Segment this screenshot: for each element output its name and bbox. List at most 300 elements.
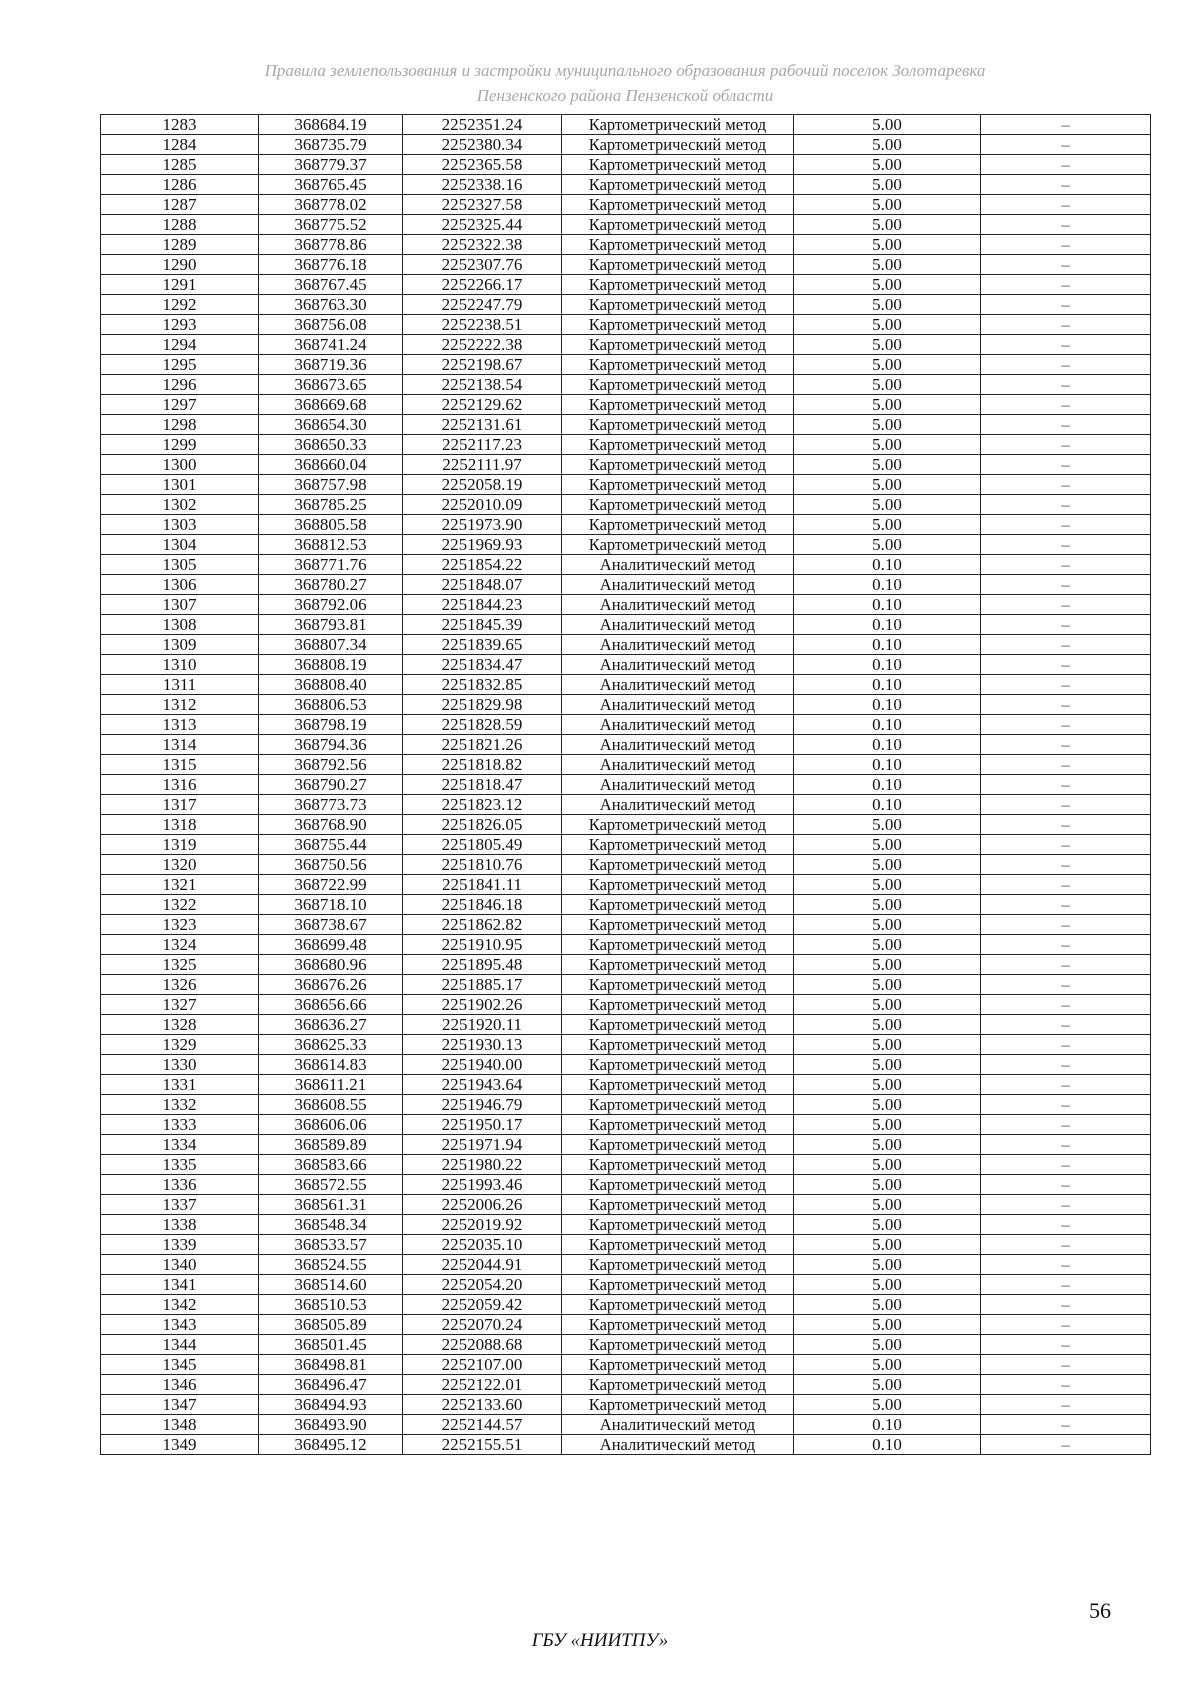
point-number-cell: 1334 [101, 1135, 259, 1155]
point-number-cell: 1285 [101, 155, 259, 175]
precision-cell: 5.00 [794, 535, 981, 555]
precision-cell: 0.10 [794, 735, 981, 755]
note-cell: – [981, 715, 1151, 735]
table-row [101, 635, 1151, 655]
y-coordinate-cell: 2251885.17 [403, 975, 562, 995]
precision-cell: 0.10 [794, 795, 981, 815]
point-number-cell: 1346 [101, 1375, 259, 1395]
method-cell: Картометрический метод [562, 935, 794, 955]
method-cell: Картометрический метод [562, 1035, 794, 1055]
table-row [101, 1255, 1151, 1275]
table-row [101, 875, 1151, 895]
x-coordinate-cell: 368722.99 [259, 875, 403, 895]
precision-cell: 5.00 [794, 815, 981, 835]
precision-cell: 5.00 [794, 1215, 981, 1235]
method-cell: Картометрический метод [562, 135, 794, 155]
y-coordinate-cell: 2252133.60 [403, 1395, 562, 1415]
point-number-cell: 1304 [101, 535, 259, 555]
header-line-2: Пензенского района Пензенской области [476, 86, 774, 105]
method-cell: Аналитический метод [562, 795, 794, 815]
x-coordinate-cell: 368572.55 [259, 1175, 403, 1195]
method-cell: Аналитический метод [562, 755, 794, 775]
y-coordinate-cell: 2251845.39 [403, 615, 562, 635]
point-number-cell: 1344 [101, 1335, 259, 1355]
table-row [101, 955, 1151, 975]
precision-cell: 0.10 [794, 775, 981, 795]
point-number-cell: 1311 [101, 675, 259, 695]
method-cell: Аналитический метод [562, 695, 794, 715]
x-coordinate-cell: 368625.33 [259, 1035, 403, 1055]
x-coordinate-cell: 368735.79 [259, 135, 403, 155]
point-number-cell: 1319 [101, 835, 259, 855]
y-coordinate-cell: 2252122.01 [403, 1375, 562, 1395]
note-cell: – [981, 915, 1151, 935]
point-number-cell: 1315 [101, 755, 259, 775]
x-coordinate-cell: 368614.83 [259, 1055, 403, 1075]
point-number-cell: 1314 [101, 735, 259, 755]
note-cell: – [981, 495, 1151, 515]
point-number-cell: 1291 [101, 275, 259, 295]
precision-cell: 0.10 [794, 655, 981, 675]
table-row [101, 495, 1151, 515]
precision-cell: 5.00 [794, 195, 981, 215]
method-cell: Картометрический метод [562, 835, 794, 855]
method-cell: Картометрический метод [562, 235, 794, 255]
table-row [101, 1095, 1151, 1115]
y-coordinate-cell: 2251930.13 [403, 1035, 562, 1055]
method-cell: Картометрический метод [562, 335, 794, 355]
note-cell: – [981, 935, 1151, 955]
note-cell: – [981, 1075, 1151, 1095]
x-coordinate-cell: 368494.93 [259, 1395, 403, 1415]
table-row [101, 435, 1151, 455]
y-coordinate-cell: 2251943.64 [403, 1075, 562, 1095]
method-cell: Аналитический метод [562, 615, 794, 635]
x-coordinate-cell: 368680.96 [259, 955, 403, 975]
precision-cell: 5.00 [794, 975, 981, 995]
note-cell: – [981, 1335, 1151, 1355]
method-cell: Картометрический метод [562, 855, 794, 875]
x-coordinate-cell: 368719.36 [259, 355, 403, 375]
point-number-cell: 1337 [101, 1195, 259, 1215]
y-coordinate-cell: 2251829.98 [403, 695, 562, 715]
point-number-cell: 1325 [101, 955, 259, 975]
note-cell: – [981, 475, 1151, 495]
point-number-cell: 1289 [101, 235, 259, 255]
table-row [101, 615, 1151, 635]
note-cell: – [981, 635, 1151, 655]
precision-cell: 5.00 [794, 235, 981, 255]
x-coordinate-cell: 368589.89 [259, 1135, 403, 1155]
y-coordinate-cell: 2251980.22 [403, 1155, 562, 1175]
method-cell: Картометрический метод [562, 275, 794, 295]
table-row [101, 475, 1151, 495]
method-cell: Картометрический метод [562, 1395, 794, 1415]
point-number-cell: 1328 [101, 1015, 259, 1035]
x-coordinate-cell: 368771.76 [259, 555, 403, 575]
point-number-cell: 1333 [101, 1115, 259, 1135]
x-coordinate-cell: 368807.34 [259, 635, 403, 655]
note-cell: – [981, 1155, 1151, 1175]
x-coordinate-cell: 368493.90 [259, 1415, 403, 1435]
precision-cell: 5.00 [794, 1055, 981, 1075]
note-cell: – [981, 855, 1151, 875]
point-number-cell: 1301 [101, 475, 259, 495]
method-cell: Картометрический метод [562, 1355, 794, 1375]
x-coordinate-cell: 368793.81 [259, 615, 403, 635]
precision-cell: 5.00 [794, 295, 981, 315]
coordinates-table [100, 114, 1151, 1455]
point-number-cell: 1297 [101, 395, 259, 415]
table-row [101, 555, 1151, 575]
table-row [101, 1415, 1151, 1435]
y-coordinate-cell: 2252247.79 [403, 295, 562, 315]
y-coordinate-cell: 2251810.76 [403, 855, 562, 875]
method-cell: Картометрический метод [562, 895, 794, 915]
y-coordinate-cell: 2252144.57 [403, 1415, 562, 1435]
y-coordinate-cell: 2252155.51 [403, 1435, 562, 1455]
note-cell: – [981, 655, 1151, 675]
table-row [101, 215, 1151, 235]
method-cell: Картометрический метод [562, 1075, 794, 1095]
y-coordinate-cell: 2251826.05 [403, 815, 562, 835]
note-cell: – [981, 1235, 1151, 1255]
note-cell: – [981, 1015, 1151, 1035]
table-row [101, 715, 1151, 735]
note-cell: – [981, 1315, 1151, 1335]
precision-cell: 5.00 [794, 435, 981, 455]
table-row [101, 1135, 1151, 1155]
method-cell: Картометрический метод [562, 1135, 794, 1155]
point-number-cell: 1327 [101, 995, 259, 1015]
table-row [101, 755, 1151, 775]
x-coordinate-cell: 368738.67 [259, 915, 403, 935]
x-coordinate-cell: 368524.55 [259, 1255, 403, 1275]
point-number-cell: 1294 [101, 335, 259, 355]
table-row [101, 1055, 1151, 1075]
x-coordinate-cell: 368669.68 [259, 395, 403, 415]
method-cell: Аналитический метод [562, 715, 794, 735]
table-row [101, 455, 1151, 475]
table-row [101, 155, 1151, 175]
note-cell: – [981, 355, 1151, 375]
x-coordinate-cell: 368561.31 [259, 1195, 403, 1215]
precision-cell: 0.10 [794, 695, 981, 715]
method-cell: Картометрический метод [562, 215, 794, 235]
precision-cell: 0.10 [794, 1435, 981, 1455]
x-coordinate-cell: 368699.48 [259, 935, 403, 955]
x-coordinate-cell: 368654.30 [259, 415, 403, 435]
note-cell: – [981, 115, 1151, 135]
point-number-cell: 1332 [101, 1095, 259, 1115]
method-cell: Картометрический метод [562, 375, 794, 395]
x-coordinate-cell: 368718.10 [259, 895, 403, 915]
method-cell: Картометрический метод [562, 1375, 794, 1395]
note-cell: – [981, 395, 1151, 415]
x-coordinate-cell: 368650.33 [259, 435, 403, 455]
y-coordinate-cell: 2252054.20 [403, 1275, 562, 1295]
point-number-cell: 1313 [101, 715, 259, 735]
y-coordinate-cell: 2251910.95 [403, 935, 562, 955]
precision-cell: 5.00 [794, 955, 981, 975]
table-row [101, 915, 1151, 935]
precision-cell: 5.00 [794, 255, 981, 275]
point-number-cell: 1310 [101, 655, 259, 675]
y-coordinate-cell: 2252325.44 [403, 215, 562, 235]
note-cell: – [981, 595, 1151, 615]
note-cell: – [981, 435, 1151, 455]
x-coordinate-cell: 368660.04 [259, 455, 403, 475]
y-coordinate-cell: 2251832.85 [403, 675, 562, 695]
precision-cell: 0.10 [794, 595, 981, 615]
precision-cell: 5.00 [794, 275, 981, 295]
x-coordinate-cell: 368533.57 [259, 1235, 403, 1255]
page-footer: ГБУ «НИИТПУ» [531, 1630, 669, 1651]
y-coordinate-cell: 2252117.23 [403, 435, 562, 455]
method-cell: Картометрический метод [562, 1115, 794, 1135]
note-cell: – [981, 1035, 1151, 1055]
y-coordinate-cell: 2252111.97 [403, 455, 562, 475]
x-coordinate-cell: 368514.60 [259, 1275, 403, 1295]
precision-cell: 5.00 [794, 935, 981, 955]
y-coordinate-cell: 2251848.07 [403, 575, 562, 595]
point-number-cell: 1312 [101, 695, 259, 715]
y-coordinate-cell: 2252044.91 [403, 1255, 562, 1275]
note-cell: – [981, 335, 1151, 355]
table-row [101, 1155, 1151, 1175]
table-row [101, 975, 1151, 995]
note-cell: – [981, 195, 1151, 215]
method-cell: Аналитический метод [562, 635, 794, 655]
precision-cell: 5.00 [794, 395, 981, 415]
method-cell: Картометрический метод [562, 975, 794, 995]
y-coordinate-cell: 2251969.93 [403, 535, 562, 555]
y-coordinate-cell: 2251950.17 [403, 1115, 562, 1135]
point-number-cell: 1320 [101, 855, 259, 875]
method-cell: Картометрический метод [562, 815, 794, 835]
y-coordinate-cell: 2252088.68 [403, 1335, 562, 1355]
precision-cell: 5.00 [794, 1115, 981, 1135]
method-cell: Картометрический метод [562, 475, 794, 495]
precision-cell: 5.00 [794, 495, 981, 515]
note-cell: – [981, 1435, 1151, 1455]
x-coordinate-cell: 368790.27 [259, 775, 403, 795]
method-cell: Картометрический метод [562, 1335, 794, 1355]
table-row [101, 1235, 1151, 1255]
table-row [101, 355, 1151, 375]
note-cell: – [981, 135, 1151, 155]
point-number-cell: 1349 [101, 1435, 259, 1455]
point-number-cell: 1299 [101, 435, 259, 455]
table-row [101, 815, 1151, 835]
note-cell: – [981, 215, 1151, 235]
x-coordinate-cell: 368775.52 [259, 215, 403, 235]
point-number-cell: 1284 [101, 135, 259, 155]
x-coordinate-cell: 368505.89 [259, 1315, 403, 1335]
page-number: 56 [1089, 1598, 1111, 1623]
precision-cell: 5.00 [794, 355, 981, 375]
method-cell: Картометрический метод [562, 875, 794, 895]
precision-cell: 5.00 [794, 515, 981, 535]
x-coordinate-cell: 368808.40 [259, 675, 403, 695]
y-coordinate-cell: 2252070.24 [403, 1315, 562, 1335]
x-coordinate-cell: 368768.90 [259, 815, 403, 835]
y-coordinate-cell: 2251805.49 [403, 835, 562, 855]
method-cell: Картометрический метод [562, 1255, 794, 1275]
method-cell: Аналитический метод [562, 775, 794, 795]
y-coordinate-cell: 2251828.59 [403, 715, 562, 735]
table-row [101, 675, 1151, 695]
precision-cell: 5.00 [794, 915, 981, 935]
precision-cell: 5.00 [794, 1395, 981, 1415]
point-number-cell: 1324 [101, 935, 259, 955]
method-cell: Картометрический метод [562, 1155, 794, 1175]
table-row [101, 775, 1151, 795]
table-row [101, 335, 1151, 355]
y-coordinate-cell: 2252222.38 [403, 335, 562, 355]
point-number-cell: 1339 [101, 1235, 259, 1255]
method-cell: Картометрический метод [562, 1315, 794, 1335]
note-cell: – [981, 695, 1151, 715]
point-number-cell: 1295 [101, 355, 259, 375]
precision-cell: 5.00 [794, 1135, 981, 1155]
note-cell: – [981, 615, 1151, 635]
y-coordinate-cell: 2251971.94 [403, 1135, 562, 1155]
x-coordinate-cell: 368755.44 [259, 835, 403, 855]
point-number-cell: 1293 [101, 315, 259, 335]
table-row [101, 1115, 1151, 1135]
point-number-cell: 1300 [101, 455, 259, 475]
x-coordinate-cell: 368495.12 [259, 1435, 403, 1455]
note-cell: – [981, 795, 1151, 815]
precision-cell: 5.00 [794, 995, 981, 1015]
point-number-cell: 1326 [101, 975, 259, 995]
method-cell: Картометрический метод [562, 195, 794, 215]
y-coordinate-cell: 2252019.92 [403, 1215, 562, 1235]
point-number-cell: 1286 [101, 175, 259, 195]
table-row [101, 795, 1151, 815]
y-coordinate-cell: 2252238.51 [403, 315, 562, 335]
x-coordinate-cell: 368498.81 [259, 1355, 403, 1375]
note-cell: – [981, 1175, 1151, 1195]
point-number-cell: 1305 [101, 555, 259, 575]
precision-cell: 5.00 [794, 135, 981, 155]
x-coordinate-cell: 368792.06 [259, 595, 403, 615]
precision-cell: 5.00 [794, 895, 981, 915]
method-cell: Картометрический метод [562, 1275, 794, 1295]
method-cell: Картометрический метод [562, 1195, 794, 1215]
note-cell: – [981, 815, 1151, 835]
table-row [101, 1215, 1151, 1235]
note-cell: – [981, 1275, 1151, 1295]
y-coordinate-cell: 2251841.11 [403, 875, 562, 895]
y-coordinate-cell: 2251818.82 [403, 755, 562, 775]
note-cell: – [981, 1395, 1151, 1415]
y-coordinate-cell: 2251973.90 [403, 515, 562, 535]
point-number-cell: 1323 [101, 915, 259, 935]
note-cell: – [981, 1415, 1151, 1435]
method-cell: Картометрический метод [562, 995, 794, 1015]
point-number-cell: 1348 [101, 1415, 259, 1435]
y-coordinate-cell: 2252131.61 [403, 415, 562, 435]
method-cell: Аналитический метод [562, 575, 794, 595]
point-number-cell: 1307 [101, 595, 259, 615]
note-cell: – [981, 535, 1151, 555]
x-coordinate-cell: 368684.19 [259, 115, 403, 135]
table-row [101, 1275, 1151, 1295]
x-coordinate-cell: 368806.53 [259, 695, 403, 715]
point-number-cell: 1341 [101, 1275, 259, 1295]
note-cell: – [981, 255, 1151, 275]
precision-cell: 5.00 [794, 215, 981, 235]
y-coordinate-cell: 2251844.23 [403, 595, 562, 615]
x-coordinate-cell: 368767.45 [259, 275, 403, 295]
point-number-cell: 1340 [101, 1255, 259, 1275]
precision-cell: 5.00 [794, 1095, 981, 1115]
precision-cell: 0.10 [794, 575, 981, 595]
precision-cell: 5.00 [794, 1275, 981, 1295]
table-row [101, 375, 1151, 395]
y-coordinate-cell: 2252138.54 [403, 375, 562, 395]
point-number-cell: 1338 [101, 1215, 259, 1235]
x-coordinate-cell: 368808.19 [259, 655, 403, 675]
table-row [101, 295, 1151, 315]
note-cell: – [981, 775, 1151, 795]
y-coordinate-cell: 2251902.26 [403, 995, 562, 1015]
precision-cell: 5.00 [794, 415, 981, 435]
y-coordinate-cell: 2251895.48 [403, 955, 562, 975]
page-header [100, 58, 1150, 108]
y-coordinate-cell: 2251834.47 [403, 655, 562, 675]
y-coordinate-cell: 2252380.34 [403, 135, 562, 155]
method-cell: Картометрический метод [562, 955, 794, 975]
method-cell: Картометрический метод [562, 1235, 794, 1255]
precision-cell: 5.00 [794, 155, 981, 175]
point-number-cell: 1330 [101, 1055, 259, 1075]
precision-cell: 0.10 [794, 1415, 981, 1435]
y-coordinate-cell: 2252010.09 [403, 495, 562, 515]
precision-cell: 0.10 [794, 555, 981, 575]
note-cell: – [981, 955, 1151, 975]
method-cell: Картометрический метод [562, 1095, 794, 1115]
x-coordinate-cell: 368792.56 [259, 755, 403, 775]
method-cell: Картометрический метод [562, 915, 794, 935]
x-coordinate-cell: 368548.34 [259, 1215, 403, 1235]
note-cell: – [981, 555, 1151, 575]
point-number-cell: 1343 [101, 1315, 259, 1335]
point-number-cell: 1290 [101, 255, 259, 275]
table-row [101, 255, 1151, 275]
point-number-cell: 1322 [101, 895, 259, 915]
method-cell: Картометрический метод [562, 1015, 794, 1035]
note-cell: – [981, 175, 1151, 195]
method-cell: Картометрический метод [562, 1295, 794, 1315]
precision-cell: 5.00 [794, 175, 981, 195]
x-coordinate-cell: 368750.56 [259, 855, 403, 875]
method-cell: Картометрический метод [562, 355, 794, 375]
note-cell: – [981, 675, 1151, 695]
point-number-cell: 1296 [101, 375, 259, 395]
precision-cell: 5.00 [794, 1255, 981, 1275]
note-cell: – [981, 455, 1151, 475]
table-row [101, 195, 1151, 215]
note-cell: – [981, 1355, 1151, 1375]
y-coordinate-cell: 2251854.22 [403, 555, 562, 575]
y-coordinate-cell: 2252351.24 [403, 115, 562, 135]
table-row [101, 115, 1151, 135]
precision-cell: 5.00 [794, 315, 981, 335]
point-number-cell: 1308 [101, 615, 259, 635]
